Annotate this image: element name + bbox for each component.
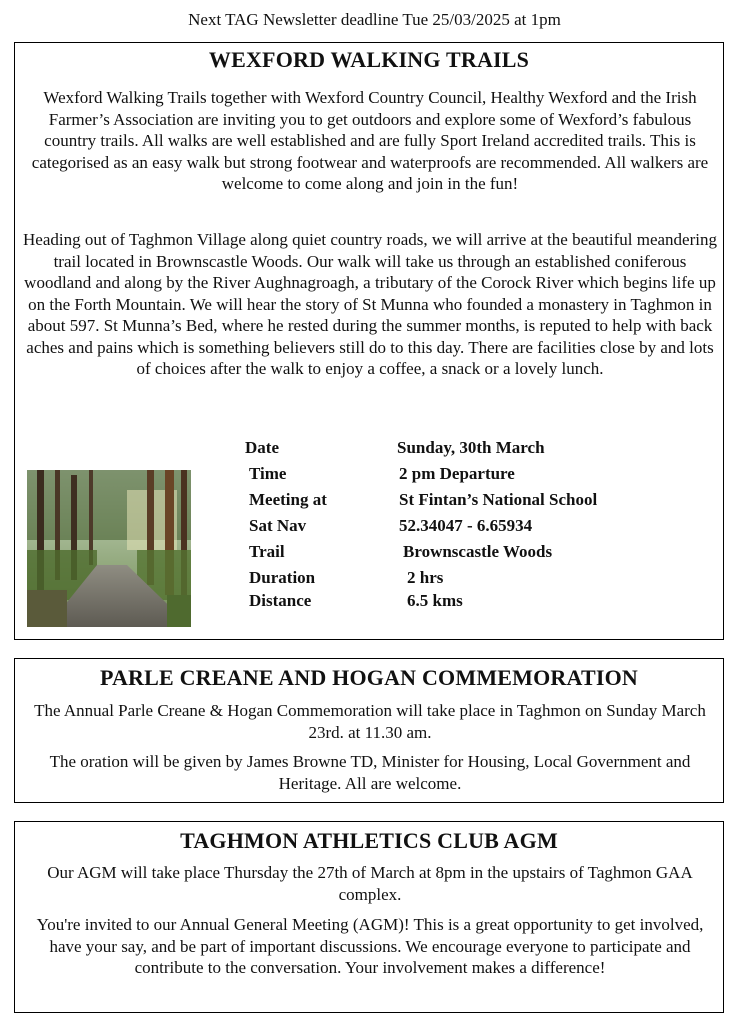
newsletter-deadline: Next TAG Newsletter deadline Tue 25/03/2025 at 1pm [188,10,561,29]
detail-value: 6.5 kms [407,591,463,610]
detail-value: Brownscastle Woods [403,542,553,561]
detail-label: Meeting at [249,490,327,509]
detail-value: Sunday, 30th March [397,438,545,457]
detail-label: Time [249,464,287,483]
detail-label: Distance [249,591,312,610]
detail-label: Trail [249,542,285,561]
detail-label: Sat Nav [249,516,307,535]
detail-value: 2 pm Departure [399,464,515,483]
commemoration-paragraph: The Annual Parle Creane & Hogan Commemoration will take place in Taghmon on Sunday March 23rd. at 11.30 am. [34,701,706,742]
trails-intro-paragraph: Wexford Walking Trails together with Wexford Country Council, Healthy Wexford and the Irish Farmer’s Association are inviting you to get outdoors and explore some of Wexford’s fabulous country trails. All walks are well established and are fully Sport Ireland accredited trails. This is categorised as an easy walk but strong footwear and waterproofs are recommended. All walkers are welcome to come along and join in the fun! [31,88,709,193]
detail-value: 2 hrs [407,568,444,587]
section-title: WEXFORD WALKING TRAILS [208,47,530,72]
athletics-agm-section [14,821,724,1013]
wexford-walking-trails-section [14,42,724,640]
oration-paragraph: The oration will be given by James Browne TD, Minister for Housing, Local Government and Heritage. All are welcome. [49,752,691,793]
detail-label: Duration [249,568,316,587]
detail-label: Date [245,438,279,457]
section-title: PARLE CREANE AND HOGAN COMMEMORATION [99,665,639,690]
trails-route-paragraph: Heading out of Taghmon Village along quiet country roads, we will arrive at the beautiful meandering trail located in Brownscastle Woods. Our walk will take us through an established coniferous woodland and along by the River Aughnagroagh, a tributary of the Corock River which begins life up on the Forth Mountain. We will hear the story of St Munna who founded a monastery in Taghmon in about 597. St Munna’s Bed, where he rested during the summer months, is reputed to help with back aches and pains which is something believers still do to this day. There are facilities close by and lots of choices after the walk to enjoy a coffee, a snack or a lovely lunch. [23,230,717,378]
detail-value: 52.34047 - 6.65934 [399,516,533,535]
section-title: TAGHMON ATHLETICS CLUB AGM [180,828,558,853]
woodland-trail-photo [27,470,191,627]
agm-time-paragraph: Our AGM will take place Thursday the 27th of March at 8pm in the upstairs of Taghmon GAA complex. [47,863,693,904]
detail-value: St Fintan’s National School [399,490,598,509]
commemoration-section [14,658,724,803]
agm-invite-paragraph: You're invited to our Annual General Meeting (AGM)! This is a great opportunity to get involved, have your say, and be part of important discussions. We encourage everyone to participate and contribute to the conversation. Your involvement makes a difference! [36,915,704,977]
